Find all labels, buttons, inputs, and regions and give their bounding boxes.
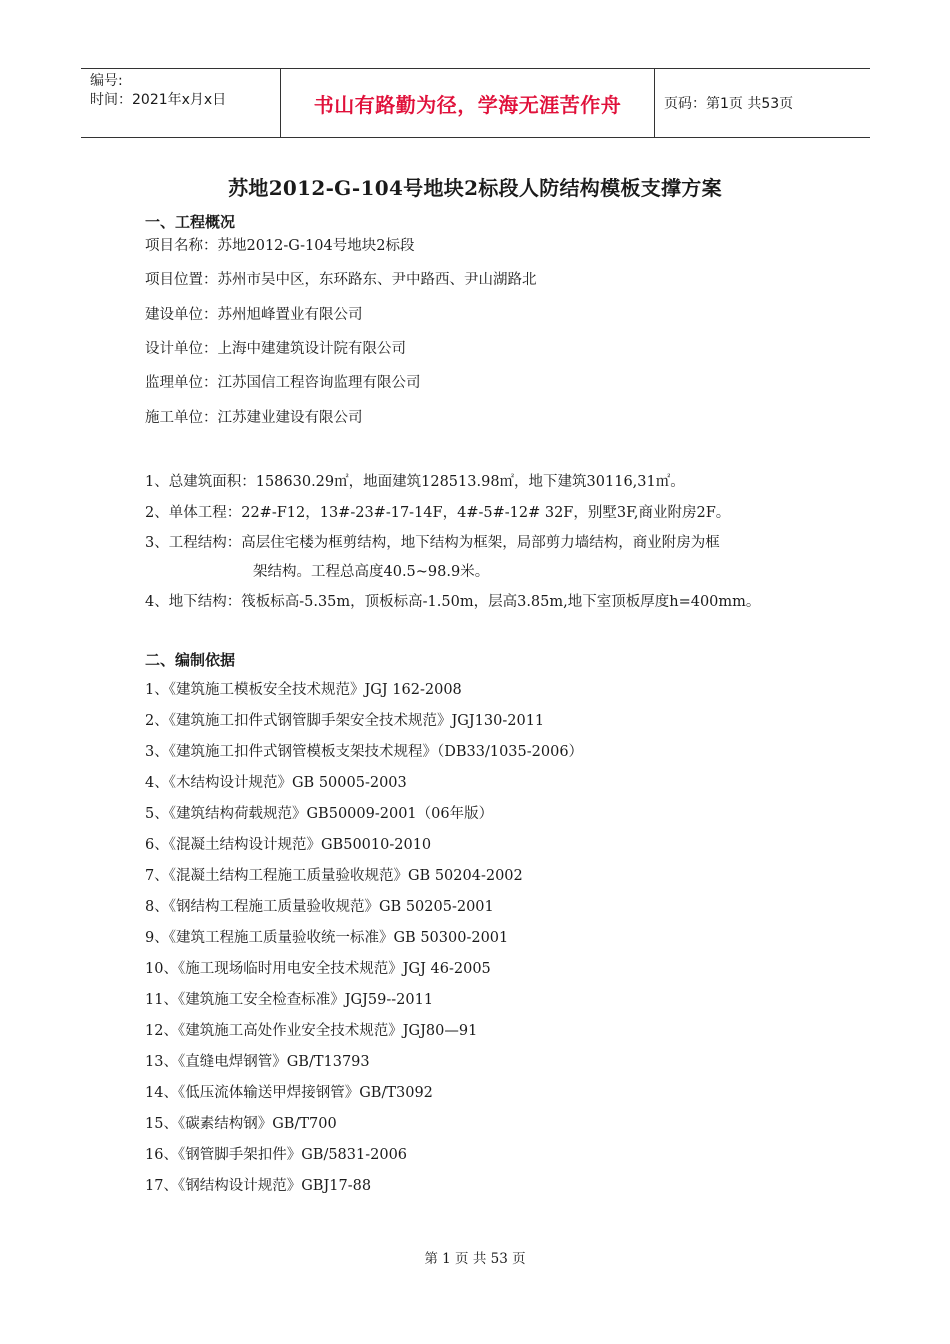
overview-item-4: 4、地下结构：筏板标高-5.35m，顶板标高-1.50m，层高3.85m,地下室顶板厚度h=400mm。 [145,594,761,610]
basis-item: 4、《木结构设计规范》GB 50005-2003 [145,775,407,791]
design-unit: 设计单位：上海中建建筑设计院有限公司 [145,341,406,357]
basis-item: 9、《建筑工程施工质量验收统一标准》GB 50300-2001 [145,930,509,946]
supervision-unit: 监理单位：江苏国信工程咨询监理有限公司 [145,375,421,391]
page-header [81,68,870,138]
basis-item: 14、《低压流体输送甲焊接钢管》GB/T3092 [145,1085,433,1101]
construction-unit: 施工单位：江苏建业建设有限公司 [145,410,363,426]
basis-item: 1、《建筑施工模板安全技术规范》JGJ 162-2008 [145,682,462,698]
basis-item: 3、《建筑施工扣件式钢管模板支架技术规程》（DB33/1035-2006） [145,744,584,760]
basis-item: 8、《钢结构工程施工质量验收规范》GB 50205-2001 [145,899,494,915]
basis-item: 6、《混凝土结构设计规范》GB50010-2010 [145,837,432,853]
basis-item: 2、《建筑施工扣件式钢管脚手架安全技术规范》JGJ130-2011 [145,713,545,729]
document-title: 苏地2012-G-104号地块2标段人防结构模板支撑方案 [228,176,722,200]
project-name: 项目名称：苏地2012-G-104号地块2标段 [145,238,415,254]
page-footer: 第 1 页 共 53 页 [424,1251,526,1267]
overview-item-2: 2、单体工程：22#-F12，13#-23#-17-14F，4#-5#-12# 32F，别墅3F,商业附房2F。 [145,505,731,521]
basis-item: 13、《直缝电焊钢管》GB/T13793 [145,1054,370,1070]
basis-item: 11、《建筑施工安全检查标准》JGJ59--2011 [145,992,434,1008]
basis-item: 15、《碳素结构钢》GB/T700 [145,1116,337,1132]
basis-item: 16、《钢管脚手架扣件》GB/5831-2006 [145,1147,408,1163]
builder-unit: 建设单位：苏州旭峰置业有限公司 [145,307,363,323]
section-heading-basis: 二、编制依据 [145,651,236,669]
header-page-info [655,69,870,137]
overview-item-1: 1、总建筑面积：158630.29㎡，地面建筑128513.98㎡，地下建筑30116,31㎡。 [145,474,685,490]
basis-item: 5、《建筑结构荷载规范》GB50009-2001（06年版） [145,806,494,822]
section-heading-overview: 一、工程概况 [145,213,236,231]
basis-item: 17、《钢结构设计规范》GBJ17-88 [145,1178,372,1194]
basis-item: 10、《施工现场临时用电安全技术规范》JGJ 46-2005 [145,961,491,977]
time-label: 时间：2021年x月x日 [90,92,227,108]
overview-item-3-cont: 架结构。工程总高度40.5~98.9米。 [253,564,490,580]
overview-item-3: 3、工程结构：高层住宅楼为框剪结构，地下结构为框架，局部剪力墙结构，商业附房为框 [145,535,720,551]
basis-item: 12、《建筑施工高处作业安全技术规范》JGJ80—91 [145,1023,478,1039]
header-motto: 书山有路勤为径，学海无涯苦作舟 [313,92,622,117]
basis-item: 7、《混凝土结构工程施工质量验收规范》GB 50204-2002 [145,868,523,884]
page-info-text: 页码：第1页 共53页 [664,96,794,112]
header-meta [81,69,280,137]
project-location: 项目位置：苏州市吴中区，东环路东、尹中路西、尹山湖路北 [145,272,537,288]
number-label: 编号: [90,73,123,89]
